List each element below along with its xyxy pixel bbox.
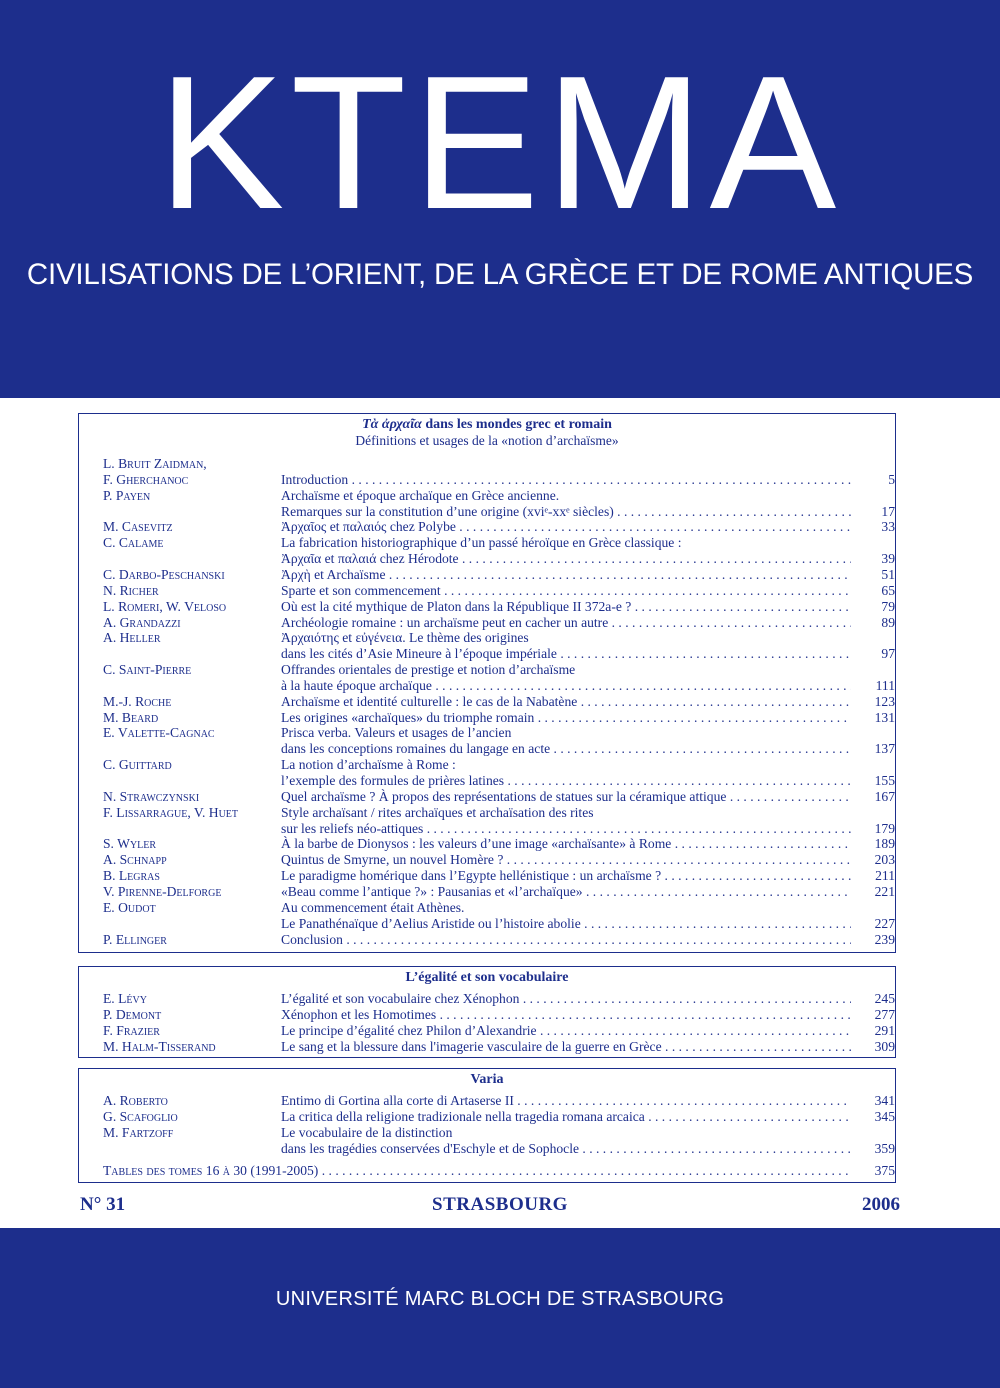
entry-title-line: Offrandes orientales de prestige et notion d’archaïsme: [281, 662, 576, 678]
entry-author: C. Calame: [103, 535, 164, 551]
entry-author: V. Pirenne-Delforge: [103, 883, 222, 899]
publisher-name: UNIVERSITÉ MARC BLOCH DE STRASBOURG: [275, 1288, 725, 1310]
publication-city: STRASBOURG: [432, 1194, 568, 1215]
tables-page: 375: [874, 1163, 895, 1178]
entry-title-line: Remarques sur la constitution d’une origine (xviᵉ-xxᵉ siècles) . . .: [281, 504, 851, 520]
entry-title-line: Conclusion . . .: [281, 932, 851, 948]
entry-page-number: 245: [874, 991, 895, 1006]
entry-author: P. Ellinger: [103, 931, 167, 947]
entry-title-line: Le paradigme homérique dans l’Egypte hellénistique : un archaïsme ? . . .: [281, 868, 851, 884]
entry-title-line: Sparte et son commencement . . .: [281, 583, 851, 599]
section-heading-greek: Τὰ ἀρχαῖα: [362, 417, 422, 432]
entry-page-number: 359: [874, 1140, 895, 1156]
entry-author: G. Scafoglio: [103, 1108, 178, 1124]
entry-title-line: «Beau comme l’antique ?» : Pausanias et «l’archaïque» . . .: [281, 884, 851, 900]
toc-section-egalite: [78, 966, 896, 1058]
entry-title-line: Le Panathénaïque d’Aelius Aristide ou l’histoire abolie . . .: [281, 916, 851, 932]
entry-author: M.-J. Roche: [103, 693, 172, 709]
entry-author: E. Oudot: [103, 899, 156, 915]
entry-title-line: Prisca verba. Valeurs et usages de l’ancien: [281, 725, 512, 741]
section-heading: L’égalité et son vocabulaire: [405, 970, 569, 985]
entry-page-number: 291: [874, 1022, 895, 1038]
section-heading: Varia: [470, 1072, 504, 1087]
entry-page-number: 111: [875, 677, 895, 693]
entry-title-line: Xénophon et les Homotimes . . .: [281, 1007, 851, 1023]
entry-title-line: à la haute époque archaïque . . .: [281, 678, 851, 694]
entry-author: S. Wyler: [103, 836, 157, 852]
entry-title-line: Ἀρχαῖος et παλαιός chez Polybe . . .: [281, 519, 851, 535]
entry-page-number: 227: [874, 915, 895, 931]
entry-title-line: dans les tragédies conservées d'Eschyle et de Sophocle . . .: [281, 1141, 851, 1157]
entry-author: N. Richer: [103, 582, 159, 598]
entry-title-line: Où est la cité mythique de Platon dans la République II 372a-e ? . . .: [281, 599, 851, 615]
tables-text: Tables des tomes 16 à 30 (1991-2005) . . .: [103, 1163, 851, 1179]
section-heading: [79, 417, 895, 433]
entry-page-number: 239: [874, 931, 895, 947]
entry-page-number: 345: [874, 1108, 895, 1124]
entry-page-number: 137: [874, 741, 895, 757]
section-subheading: Définitions et usages de la «notion d’archaïsme»: [355, 433, 619, 448]
entry-author: A. Schnapp: [103, 852, 167, 868]
entry-author: L. Romeri, W. Veloso: [103, 598, 227, 614]
entry-title-line: L’égalité et son vocabulaire chez Xénophon . . .: [281, 991, 851, 1007]
entry-page-number: 189: [874, 836, 895, 852]
entry-title-line: Le vocabulaire de la distinction: [281, 1124, 453, 1140]
entry-title-line: La notion d’archaïsme à Rome :: [281, 757, 456, 773]
entry-title-line: Archaïsme et époque archaïque en Grèce ancienne.: [281, 487, 560, 503]
entry-author: F. Gherchanoc: [103, 471, 189, 487]
entry-author: P. Payen: [103, 487, 151, 503]
entry-author: F. Frazier: [103, 1022, 160, 1038]
entry-author: E. Lévy: [103, 991, 147, 1006]
entry-author: A. Grandazzi: [103, 614, 181, 630]
entry-page-number: 17: [881, 503, 895, 519]
entry-author: C. Saint-Pierre: [103, 662, 192, 678]
entry-page-number: 39: [881, 551, 895, 567]
entry-title-line: Style archaïsant / rites archaïques et archaïsation des rites: [281, 804, 594, 820]
entry-page-number: 155: [874, 772, 895, 788]
section-heading-rest: dans les mondes grec et romain: [425, 417, 612, 432]
entry-title-line: dans les conceptions romaines du langage en acte . . .: [281, 741, 851, 757]
cover-top-band: [0, 0, 1000, 398]
entry-title-line: sur les reliefs néo-attiques . . .: [281, 821, 851, 837]
entry-title-line: La fabrication historiographique d’un passé héroïque en Grèce classique :: [281, 535, 682, 551]
entry-page-number: 33: [881, 519, 895, 535]
entry-page-number: 89: [881, 614, 895, 630]
entry-title-line: Le principe d’égalité chez Philon d’Alexandrie . . .: [281, 1023, 851, 1039]
entry-page-number: 203: [874, 852, 895, 868]
entry-page-number: 123: [874, 693, 895, 709]
entry-page-number: 277: [874, 1006, 895, 1022]
journal-subtitle: CIVILISATIONS DE L’ORIENT, DE LA GRÈCE ET DE ROME ANTIQUES: [26, 258, 974, 291]
entry-author: M. Casevitz: [103, 519, 173, 535]
entry-author: B. Legras: [103, 868, 160, 884]
entry-title-line: Au commencement était Athènes.: [281, 899, 465, 915]
entry-title-line: Ἀρχαιότης et εὐγένεια. Le thème des origines: [281, 630, 529, 646]
toc-section-archaisme: [78, 413, 896, 953]
entry-author: A. Heller: [103, 630, 161, 646]
entry-author: M. Beard: [103, 709, 159, 725]
entry-title-line: dans les cités d’Asie Mineure à l’époque impériale . . .: [281, 646, 851, 662]
entry-page-number: 79: [881, 598, 895, 614]
publication-year: 2006: [862, 1194, 900, 1215]
entry-title-line: Le sang et la blessure dans l'imagerie vasculaire de la guerre en Grèce . . .: [281, 1039, 851, 1055]
entry-author: C. Darbo-Peschanski: [103, 566, 225, 582]
entry-page-number: 97: [881, 646, 895, 662]
toc-section-varia: [78, 1068, 896, 1183]
entry-title-line: Les origines «archaïques» du triomphe romain . . .: [281, 710, 851, 726]
entry-page-number: 221: [874, 883, 895, 899]
entry-title-line: Archéologie romaine : un archaïsme peut en cacher un autre . . .: [281, 615, 851, 631]
entry-page-number: 5: [888, 471, 895, 487]
entry-page-number: 309: [874, 1038, 895, 1054]
entry-author: N. Strawczynski: [103, 788, 200, 804]
entry-author: M. Fartzoff: [103, 1124, 174, 1140]
entry-page-number: 65: [881, 582, 895, 598]
entry-author: P. Demont: [103, 1006, 162, 1022]
entry-author: L. Bruit Zaidman,: [103, 456, 207, 471]
entry-author: E. Valette-Cagnac: [103, 725, 215, 741]
entry-page-number: 167: [874, 788, 895, 804]
entry-author: A. Roberto: [103, 1093, 168, 1108]
entry-title-line: À la barbe de Dionysos : les valeurs d’une image «archaïsante» à Rome . . .: [281, 836, 851, 852]
issue-number: N° 31: [80, 1194, 126, 1215]
entry-title-line: La critica della religione tradizionale nella tragedia romana arcaica . . .: [281, 1109, 851, 1125]
entry-page-number: 211: [875, 868, 895, 884]
entry-title-line: Introduction . . .: [281, 472, 851, 488]
entry-title-line: Ἀρχὴ et Archaïsme . . .: [281, 567, 851, 583]
entry-title-line: Quintus de Smyrne, un nouvel Homère ? . . .: [281, 852, 851, 868]
entry-author: F. Lissarrague, V. Huet: [103, 804, 239, 820]
entry-page-number: 131: [874, 709, 895, 725]
entry-author: C. Guittard: [103, 757, 172, 773]
entry-title-line: Ἀρχαῖα et παλαιά chez Hérodote . . .: [281, 551, 851, 567]
entry-page-number: 51: [881, 566, 895, 582]
entry-title-line: l’exemple des formules de prières latines . . .: [281, 773, 851, 789]
entry-page-number: 341: [874, 1093, 895, 1108]
entry-title-line: Quel archaïsme ? À propos des représentations de statues sur la céramique attique . . .: [281, 789, 851, 805]
entry-title-line: Entimo di Gortina alla corte di Artaserse II . . .: [281, 1093, 851, 1109]
journal-title: KTEMA: [157, 37, 843, 249]
entry-page-number: 179: [874, 820, 895, 836]
entry-author: M. Halm-Tisserand: [103, 1038, 216, 1054]
entry-title-line: Archaïsme et identité culturelle : le cas de la Nabatène . . .: [281, 694, 851, 710]
